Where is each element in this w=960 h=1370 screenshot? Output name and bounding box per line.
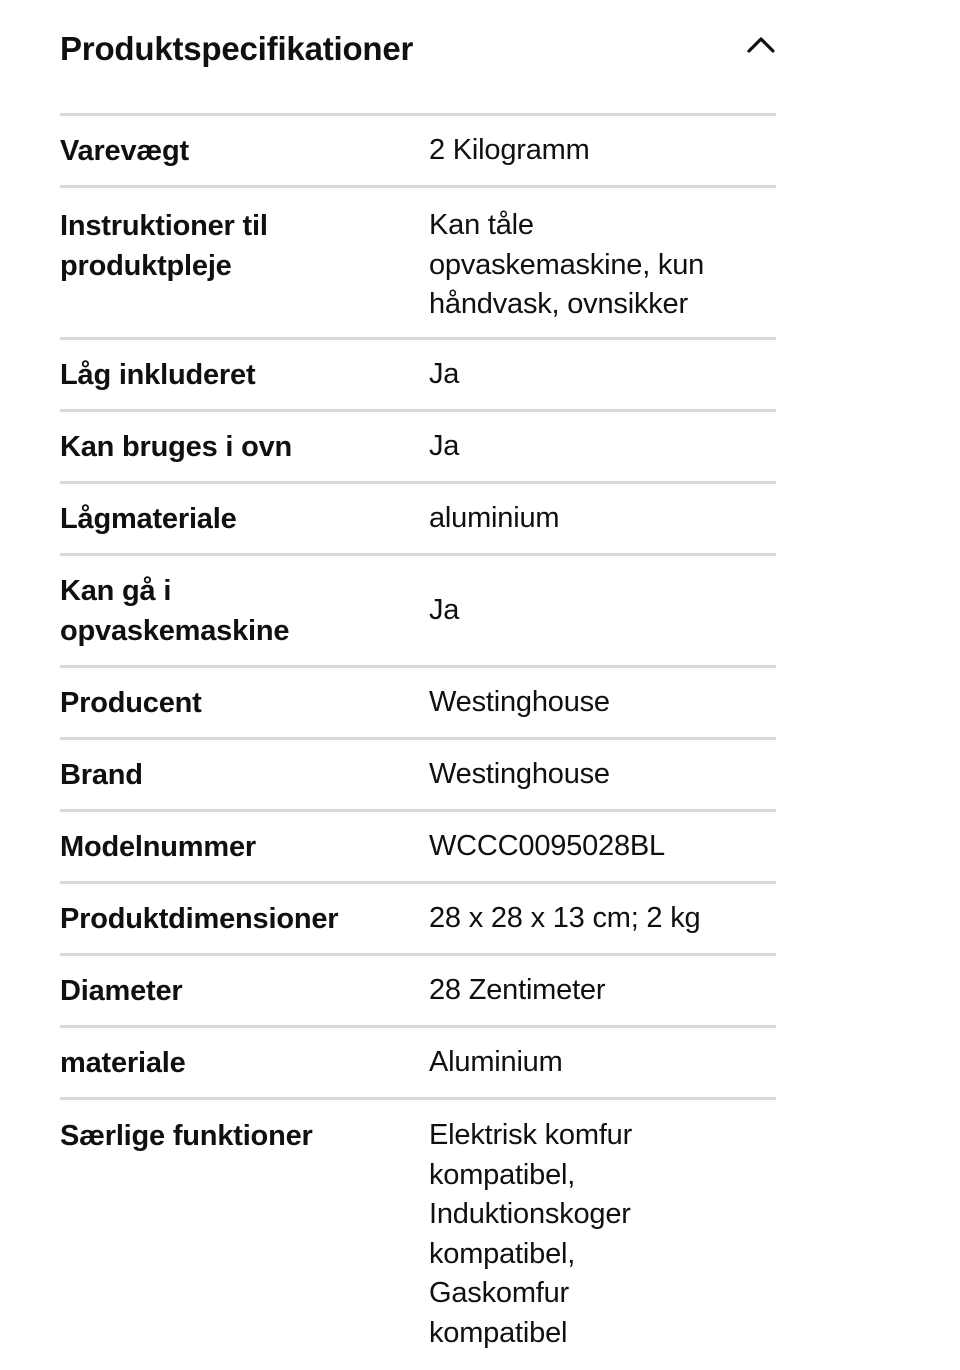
spec-row-care-instructions bbox=[60, 188, 776, 340]
spec-label: Varevægt bbox=[60, 134, 189, 167]
spec-value: Westinghouse bbox=[429, 757, 610, 790]
spec-label: Instruktioner til produktpleje bbox=[60, 210, 268, 282]
spec-value: Elektrisk komfur kompatibel, Induktionskoger kompatibel, Gaskomfur kompatibel bbox=[429, 1119, 633, 1349]
spec-label: Brand bbox=[60, 758, 143, 791]
spec-label: Produktdimensioner bbox=[60, 902, 339, 935]
spec-value: Ja bbox=[429, 593, 460, 626]
spec-label: Diameter bbox=[60, 974, 183, 1007]
spec-row-item-weight bbox=[60, 116, 776, 188]
spec-row-manufacturer bbox=[60, 668, 776, 740]
spec-label: Lågmateriale bbox=[60, 502, 237, 535]
spec-label: Kan gå i opvaskemaskine bbox=[60, 574, 290, 647]
spec-label: Særlige funktioner bbox=[60, 1120, 313, 1152]
spec-row-dishwasher-safe bbox=[60, 556, 776, 668]
spec-value: WCCC0095028BL bbox=[429, 829, 665, 862]
spec-row-product-dimensions bbox=[60, 884, 776, 956]
spec-value: Westinghouse bbox=[429, 685, 610, 718]
section-header[interactable] bbox=[60, 0, 776, 113]
spec-label: Kan bruges i ovn bbox=[60, 430, 293, 463]
spec-row-model-number bbox=[60, 812, 776, 884]
spec-row-diameter bbox=[60, 956, 776, 1028]
spec-row-oven-safe bbox=[60, 412, 776, 484]
spec-label: Modelnummer bbox=[60, 830, 256, 863]
spec-row-special-features bbox=[60, 1100, 776, 1370]
spec-value: aluminium bbox=[429, 501, 560, 534]
spec-label: Producent bbox=[60, 686, 202, 719]
spec-value: Ja bbox=[429, 357, 460, 390]
spec-value: Ja bbox=[429, 429, 460, 462]
spec-value: 2 Kilogramm bbox=[429, 133, 590, 166]
spec-value: Aluminium bbox=[429, 1045, 563, 1078]
spec-label: Låg inkluderet bbox=[60, 358, 256, 391]
spec-row-brand bbox=[60, 740, 776, 812]
section-title: Produktspecifikationer bbox=[60, 30, 414, 67]
spec-row-lid-material bbox=[60, 484, 776, 556]
product-specifications-section bbox=[60, 0, 776, 1370]
spec-value: 28 x 28 x 13 cm; 2 kg bbox=[429, 901, 701, 934]
spec-value: Kan tåle opvaskemaskine, kun håndvask, ovnsikker bbox=[429, 209, 705, 320]
specifications-table bbox=[60, 113, 776, 1370]
spec-value: 28 Zentimeter bbox=[429, 973, 606, 1006]
spec-row-lid-included bbox=[60, 340, 776, 412]
chevron-up-icon[interactable] bbox=[746, 32, 776, 56]
spec-row-material bbox=[60, 1028, 776, 1100]
spec-label: materiale bbox=[60, 1046, 186, 1079]
